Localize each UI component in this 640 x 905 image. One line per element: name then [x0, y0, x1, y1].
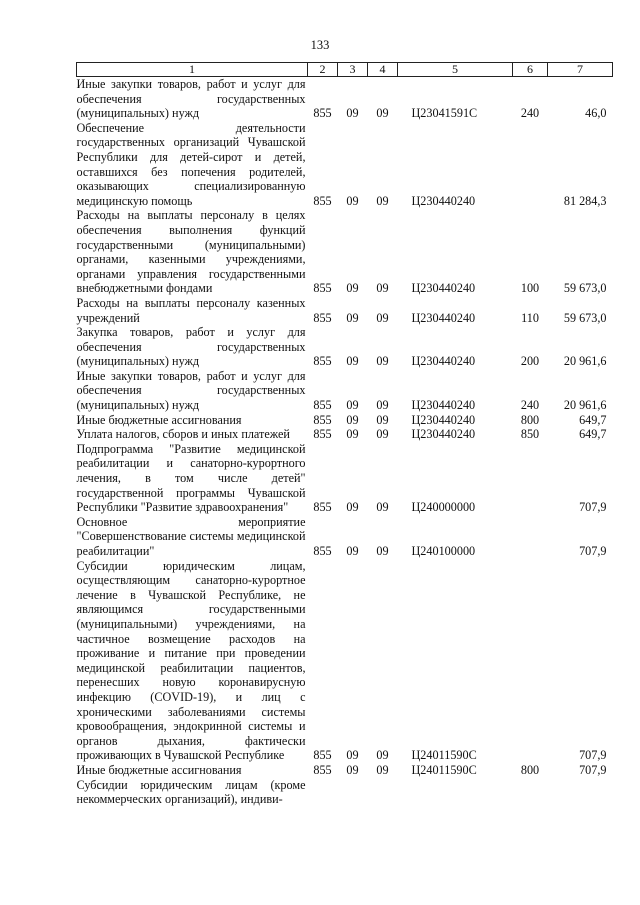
table-row [77, 427, 613, 442]
row-amount: 20 961,6 [563, 398, 607, 413]
row-name: Расходы на выплаты персоналу в целях обеспечения выполнения функций государственными (муниципальными) органами, казенными учреждениями, органами управления государственными внебюджетными фондами [76, 208, 306, 296]
row-expense-type: 110 [521, 310, 539, 325]
row-ministry: 855 [313, 354, 332, 369]
row-section: 09 [346, 106, 359, 121]
row-target-code: Ц230440240 [411, 354, 476, 369]
row-target-code: Ц230440240 [411, 281, 476, 296]
row-subsection: 09 [376, 762, 389, 777]
row-expense-type [513, 515, 548, 559]
row-target-code: Ц23041591С [411, 106, 478, 121]
table-row [77, 325, 613, 369]
table-header [77, 63, 613, 77]
row-section: 09 [346, 281, 359, 296]
row-expense-type: 800 [520, 762, 540, 777]
row-expense-type [513, 559, 548, 763]
row-target-code: Ц230440240 [411, 427, 476, 442]
row-expense-type: 100 [520, 281, 540, 296]
row-subsection: 09 [376, 193, 389, 208]
row-ministry: 855 [313, 427, 332, 442]
row-expense-type: 240 [520, 398, 540, 413]
table-row [77, 121, 613, 209]
table-row [77, 77, 613, 121]
table-row [77, 296, 613, 325]
row-amount: 20 961,6 [563, 354, 607, 369]
row-name: Иные бюджетные ассигнования [76, 762, 242, 777]
header-col-3: 3 [338, 63, 368, 77]
row-subsection: 09 [376, 398, 389, 413]
row-section: 09 [346, 748, 359, 763]
budget-table [76, 62, 613, 807]
row-ministry: 855 [313, 398, 332, 413]
row-name: Уплата налогов, сборов и иных платежей [76, 427, 290, 442]
row-ministry: 855 [313, 748, 332, 763]
row-subsection: 09 [376, 412, 389, 427]
row-name: Субсидии юридическим лицам (кроме некоммерческих организаций), индиви- [76, 777, 306, 807]
row-name: Иные бюджетные ассигнования [76, 412, 242, 427]
row-target-code: Ц230440240 [411, 398, 476, 413]
row-target-code: Ц240000000 [411, 500, 476, 515]
row-subsection [368, 778, 398, 807]
row-amount: 649,7 [579, 427, 607, 442]
row-ministry: 855 [313, 762, 332, 777]
header-col-5: 5 [398, 63, 513, 77]
table-row [77, 778, 613, 807]
table-row [77, 442, 613, 515]
row-section: 09 [346, 544, 359, 558]
row-section: 09 [346, 310, 359, 325]
row-name: Иные закупки товаров, работ и услуг для обеспечения государственных (муниципальных) нужд [76, 368, 306, 413]
row-amount: 707,9 [579, 500, 607, 515]
row-name: Субсидии юридическим лицам, осуществляющим санаторно-курортное лечение в Чувашской Республике, не являющимся государственными (муниципальными) учреждениями, на частичное возмещение расходов на проживание и питание при проведении медицинской реабилитации пациентов, перенесших новую коронавирусную инфекцию (COVID-19), и лиц с хроническими заболеваниями системы кровообращения, эндокринной системы и органов дыхания, фактически проживающих в Чувашской Республике [76, 558, 306, 763]
row-name: Закупка товаров, работ и услуг для обеспечения государственных (муниципальных) нужд [76, 325, 306, 369]
row-name: Расходы на выплаты персоналу казенных учреждений [76, 295, 306, 325]
row-ministry: 855 [313, 106, 332, 121]
table-row [77, 559, 613, 763]
row-target-code: Ц240100000 [411, 544, 476, 558]
row-target-code: Ц230440240 [411, 310, 476, 325]
row-ministry: 855 [313, 193, 332, 208]
table-row [77, 413, 613, 428]
row-subsection: 09 [376, 427, 389, 442]
page-number: 133 [310, 38, 330, 52]
row-name: Иные закупки товаров, работ и услуг для обеспечения государственных (муниципальных) нужд [76, 77, 306, 121]
row-name: Подпрограмма "Развитие медицинской реабилитации и санаторно-курортного лечения, в том числе детей" государственной программы Чувашской Республики "Развитие здравоохранения" [76, 441, 306, 515]
row-subsection: 09 [376, 310, 389, 325]
row-section [338, 778, 368, 807]
row-section: 09 [346, 354, 359, 369]
row-section: 09 [346, 762, 359, 777]
table-row [77, 369, 613, 413]
row-target-code: Ц230440240 [411, 412, 476, 427]
table-body [77, 77, 613, 807]
row-subsection: 09 [376, 281, 389, 296]
table-row [77, 208, 613, 296]
header-col-4: 4 [368, 63, 398, 77]
row-ministry [308, 778, 338, 807]
row-amount [548, 778, 613, 807]
row-ministry: 855 [313, 500, 332, 515]
row-amount: 81 284,3 [563, 193, 607, 208]
row-ministry: 855 [313, 412, 332, 427]
row-ministry: 855 [313, 544, 332, 558]
row-expense-type [513, 121, 548, 209]
row-amount: 46,0 [585, 106, 607, 121]
row-section: 09 [346, 412, 359, 427]
row-target-code: Ц24011590С [411, 748, 477, 763]
row-amount: 59 673,0 [563, 310, 607, 325]
row-subsection: 09 [376, 544, 389, 558]
table-row [77, 515, 613, 559]
row-expense-type: 240 [520, 106, 540, 121]
row-amount: 707,9 [579, 748, 607, 763]
header-col-6: 6 [513, 63, 548, 77]
row-expense-type [513, 778, 548, 807]
row-amount: 649,7 [579, 412, 607, 427]
row-expense-type [513, 442, 548, 515]
row-expense-type: 800 [520, 412, 540, 427]
row-name: Основное мероприятие "Совершенствование системы медицинской реабилитации" [76, 514, 306, 558]
row-expense-type: 850 [520, 427, 540, 442]
row-name: Обеспечение деятельности государственных организаций Чувашской Республики для детей-сирот и детей, оставшихся без попечения родителей, оказывающих специализированную медицинскую помощь [76, 120, 306, 208]
row-amount: 707,9 [579, 544, 607, 558]
row-ministry: 855 [313, 281, 332, 296]
row-section: 09 [346, 398, 359, 413]
header-col-2: 2 [308, 63, 338, 77]
row-target-code [398, 778, 513, 807]
row-section: 09 [346, 427, 359, 442]
row-target-code: Ц230440240 [411, 193, 476, 208]
row-subsection: 09 [376, 106, 389, 121]
row-amount: 59 673,0 [563, 281, 607, 296]
table-row [77, 763, 613, 778]
header-col-7: 7 [548, 63, 613, 77]
row-target-code: Ц24011590С [411, 762, 477, 777]
row-amount: 707,9 [579, 762, 607, 777]
row-section: 09 [346, 500, 359, 515]
row-subsection: 09 [376, 500, 389, 515]
row-subsection: 09 [376, 354, 389, 369]
header-col-1: 1 [77, 63, 308, 77]
row-expense-type: 200 [520, 354, 540, 369]
row-ministry: 855 [313, 310, 332, 325]
row-subsection: 09 [376, 748, 389, 763]
row-section: 09 [346, 193, 359, 208]
